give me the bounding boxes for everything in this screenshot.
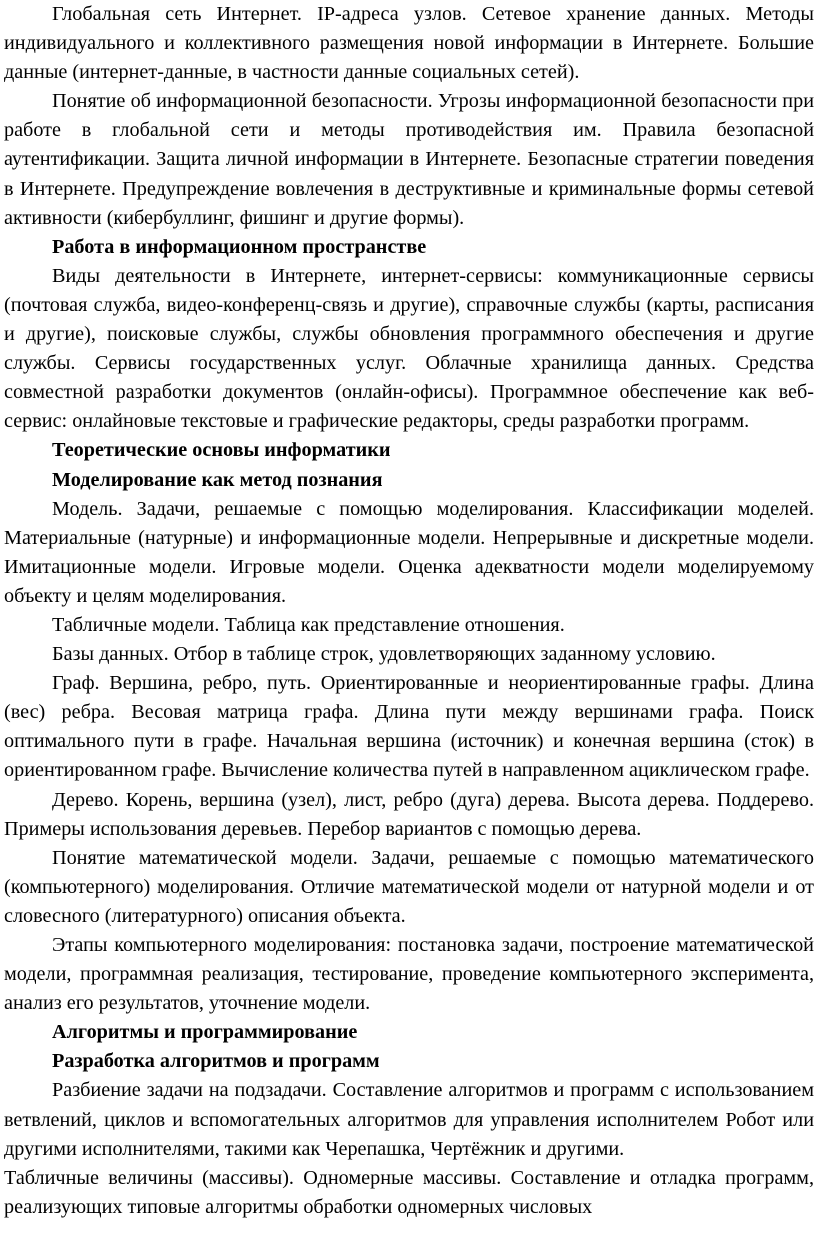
paragraph-graphs: Граф. Вершина, ребро, путь. Ориентированные и неориентированные графы. Длина (вес) ребра. Весовая матрица графа. Длина пути между вершинами графа. Поиск оптимального пути в графе. Начальная вершина (источник) и конечная вершина (сток) в ориентированном графе. Вычисление количества путей в направленном ациклическом графе. xyxy=(4,672,814,782)
paragraph-models: Модель. Задачи, решаемые с помощью моделирования. Классификации моделей. Материальные (натурные) и информационные модели. Непрерывные и дискретные модели. Имитационные модели. Игровые модели. Оценка адекватности модели моделируемому объекту и целям моделирования. xyxy=(4,497,814,607)
heading-algorithms: Алгоритмы и программирование xyxy=(52,1021,358,1044)
heading-program-development: Разработка алгоритмов и программ xyxy=(52,1050,380,1073)
paragraph-databases: Базы данных. Отбор в таблице строк, удовлетворяющих заданному условию. xyxy=(52,643,716,666)
heading-information-space: Работа в информационном пространстве xyxy=(52,235,427,258)
paragraph-arrays: Табличные величины (массивы). Одномерные массивы. Составление и отладка программ, реализующих типовые алгоритмы обработки одномерных числовых xyxy=(4,1166,814,1218)
paragraph-subtasks: Разбиение задачи на подзадачи. Составление алгоритмов и программ с использованием ветвлений, циклов и вспомогательных алгоритмов для управления исполнителем Робот или другими исполнителями, такими как Черепашка, Чертёжник и другими. xyxy=(4,1079,814,1160)
paragraph-information-security: Понятие об информационной безопасности. Угрозы информационной безопасности при работе в глобальной сети и методы противодействия им. Правила безопасной аутентификации. Защита личной информации в Интернете. Безопасные стратегии поведения в Интернете. Предупреждение вовлечения в деструктивные и криминальные формы сетевой активности (кибербуллинг, фишинг и другие формы). xyxy=(4,90,814,229)
paragraph-math-model: Понятие математической модели. Задачи, решаемые с помощью математического (компьютерного) моделирования. Отличие математической модели от натурной модели и от словесного (литературного) описания объекта. xyxy=(4,846,814,927)
paragraph-internet-services: Виды деятельности в Интернете, интернет-сервисы: коммуникационные сервисы (почтовая служба, видео-конференц-связь и другие), справочные службы (карты, расписания и другие), поисковые службы, службы обновления программного обеспечения и другие службы. Сервисы государственных услуг. Облачные хранилища данных. Средства совместной разработки документов (онлайн-офисы). Программное обеспечение как веб-сервис: онлайновые текстовые и графические редакторы, среды разработки программ. xyxy=(4,264,814,433)
paragraph-internet: Глобальная сеть Интернет. IP-адреса узлов. Сетевое хранение данных. Методы индивидуального и коллективного размещения новой информации в Интернете. Большие данные (интернет-данные, в частности данные социальных сетей). xyxy=(4,3,814,84)
paragraph-modeling-stages: Этапы компьютерного моделирования: постановка задачи, построение математической модели, программная реализация, тестирование, проведение компьютерного эксперимента, анализ его результатов, уточнение модели. xyxy=(4,934,814,1015)
paragraph-table-models: Табличные модели. Таблица как представление отношения. xyxy=(52,613,565,636)
paragraph-trees: Дерево. Корень, вершина (узел), лист, ребро (дуга) дерева. Высота дерева. Поддерево. Примеры использования деревьев. Перебор вариантов с помощью дерева. xyxy=(4,788,814,840)
heading-theoretical-foundations: Теоретические основы информатики xyxy=(52,439,391,462)
heading-modeling: Моделирование как метод познания xyxy=(52,468,383,491)
